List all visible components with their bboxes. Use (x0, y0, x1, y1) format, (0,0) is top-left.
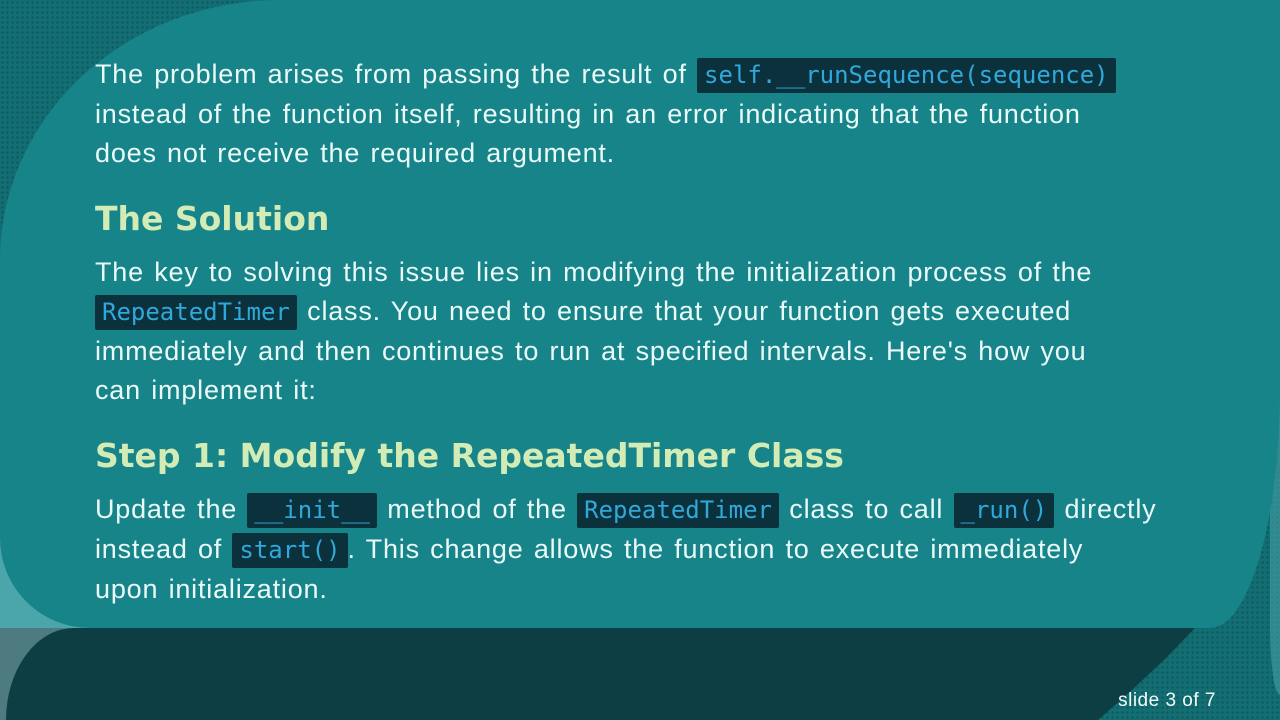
text-line (95, 55, 1210, 95)
text-line (95, 95, 1210, 134)
paragraph-solution (95, 253, 1210, 410)
paragraph-step-1 (95, 490, 1210, 609)
body-text: upon initialization. (95, 574, 328, 604)
body-text: class. You need to ensure that your function gets executed (296, 296, 1072, 326)
body-text: does not receive the required argument. (95, 138, 615, 168)
paragraph-problem (95, 55, 1210, 173)
body-text: The key to solving this issue lies in modifying the initialization process of the (95, 257, 1093, 287)
inline-code: RepeatedTimer (95, 295, 297, 330)
text-line (95, 371, 1210, 410)
body-text: class to call (778, 494, 954, 524)
slide-number: slide 3 of 7 (1118, 690, 1216, 711)
heading-the-solution: The Solution (95, 199, 330, 238)
body-text: Update the (95, 494, 248, 524)
body-text: instead of (95, 534, 233, 564)
body-text: immediately and then continues to run at specified intervals. Here's how you (95, 336, 1087, 366)
body-text: can implement it: (95, 375, 317, 405)
body-text: . This change allows the function to execute immediately (347, 534, 1084, 564)
inline-code: RepeatedTimer (577, 493, 779, 528)
text-line (95, 292, 1210, 332)
slide-content (95, 55, 1210, 609)
body-text: instead of the function itself, resulting in an error indicating that the function (95, 99, 1081, 129)
body-text: directly (1054, 494, 1157, 524)
text-line (95, 332, 1210, 371)
text-line (95, 570, 1210, 609)
inline-code: _run() (954, 493, 1055, 528)
inline-code: __init__ (247, 493, 377, 528)
inline-code: self.__runSequence(sequence) (697, 58, 1116, 93)
text-line (95, 530, 1210, 570)
inline-code: start() (232, 533, 347, 568)
body-text: method of the (377, 494, 578, 524)
text-line (95, 253, 1210, 292)
text-line (95, 490, 1210, 530)
body-text: The problem arises from passing the result of (95, 59, 698, 89)
bottom-band (6, 628, 1195, 720)
text-line (95, 134, 1210, 173)
heading-step-1: Step 1: Modify the RepeatedTimer Class (95, 436, 844, 475)
